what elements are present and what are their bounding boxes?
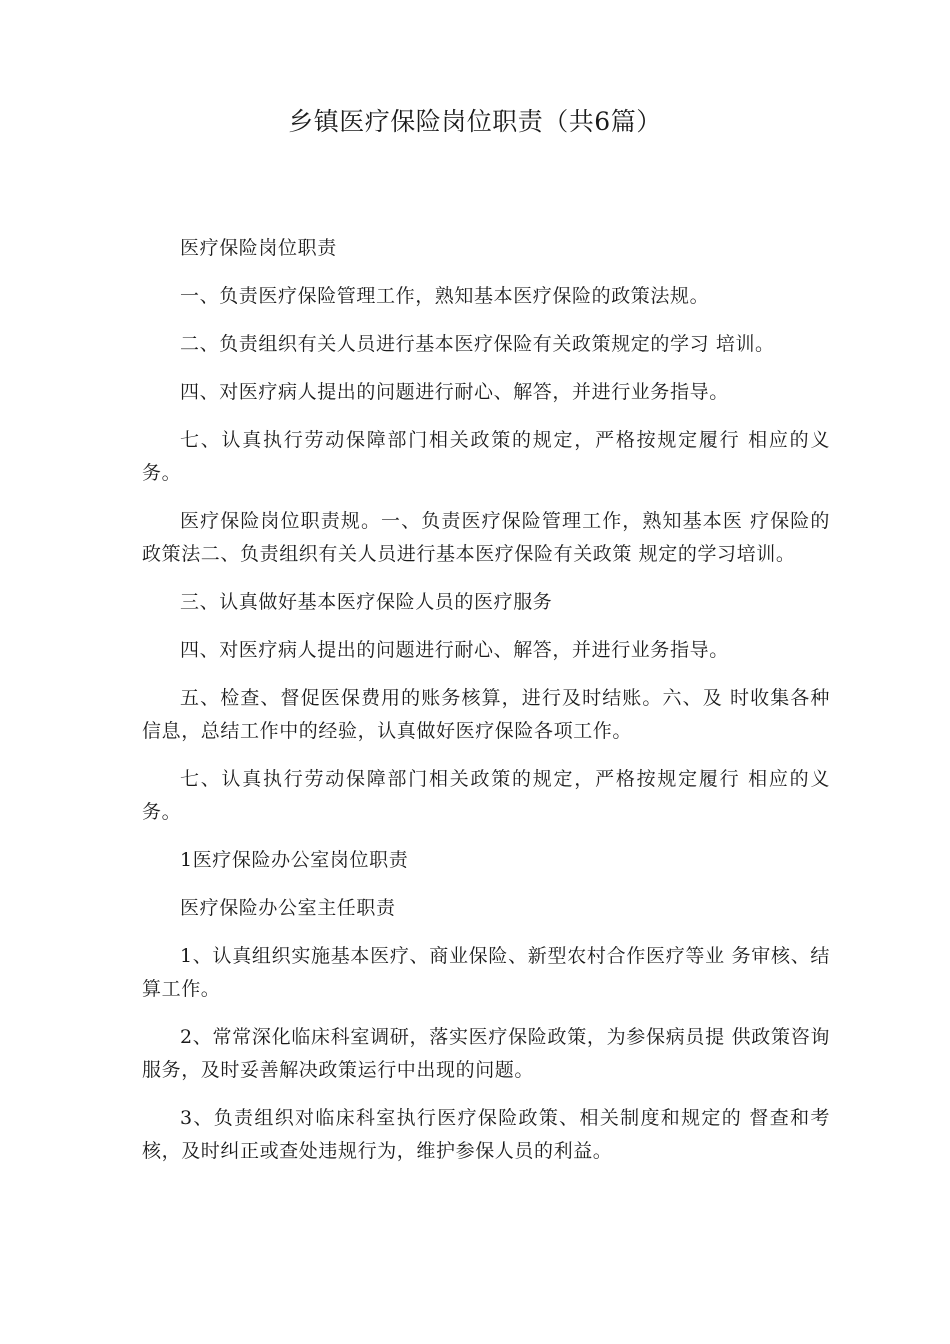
document-body (142, 232, 830, 1183)
paragraph: 五、检查、督促医保费用的账务核算，进行及时结账。六、及 时收集各种信息，总结工作中的经验，认真做好医疗保险各项工作。 (142, 687, 830, 742)
paragraph: 四、对医疗病人提出的问题进行耐心、解答，并进行业务指导。 (180, 381, 729, 403)
section-heading: 医疗保险办公室主任职责 (180, 897, 396, 919)
paragraph: 七、认真执行劳动保障部门相关政策的规定，严格按规定履行 相应的义务。 (142, 429, 830, 484)
paragraph: 二、负责组织有关人员进行基本医疗保险有关政策规定的学习 培训。 (180, 333, 775, 355)
section-heading: 1医疗保险办公室岗位职责 (180, 849, 409, 871)
paragraph: 一、负责医疗保险管理工作，熟知基本医疗保险的政策法规。 (180, 285, 710, 307)
paragraph: 七、认真执行劳动保障部门相关政策的规定，严格按规定履行 相应的义务。 (142, 768, 830, 823)
paragraph: 四、对医疗病人提出的问题进行耐心、解答，并进行业务指导。 (180, 639, 729, 661)
document-title: 乡镇医疗保险岗位职责（共6篇） (288, 107, 662, 136)
section-heading: 医疗保险岗位职责 (180, 237, 337, 259)
paragraph: 1、认真组织实施基本医疗、商业保险、新型农村合作医疗等业 务审核、结算工作。 (142, 945, 830, 1000)
paragraph: 3、负责组织对临床科室执行医疗保险政策、相关制度和规定的 督查和考核，及时纠正或查处违规行为，维护参保人员的利益。 (142, 1107, 830, 1162)
paragraph: 三、认真做好基本医疗保险人员的医疗服务 (180, 591, 553, 613)
paragraph: 2、常常深化临床科室调研，落实医疗保险政策，为参保病员提 供政策咨询服务，及时妥善解决政策运行中出现的问题。 (142, 1026, 830, 1081)
paragraph: 医疗保险岗位职责规。一、负责医疗保险管理工作，熟知基本医 疗保险的政策法二、负责组织有关人员进行基本医疗保险有关政策 规定的学习培训。 (142, 510, 830, 565)
